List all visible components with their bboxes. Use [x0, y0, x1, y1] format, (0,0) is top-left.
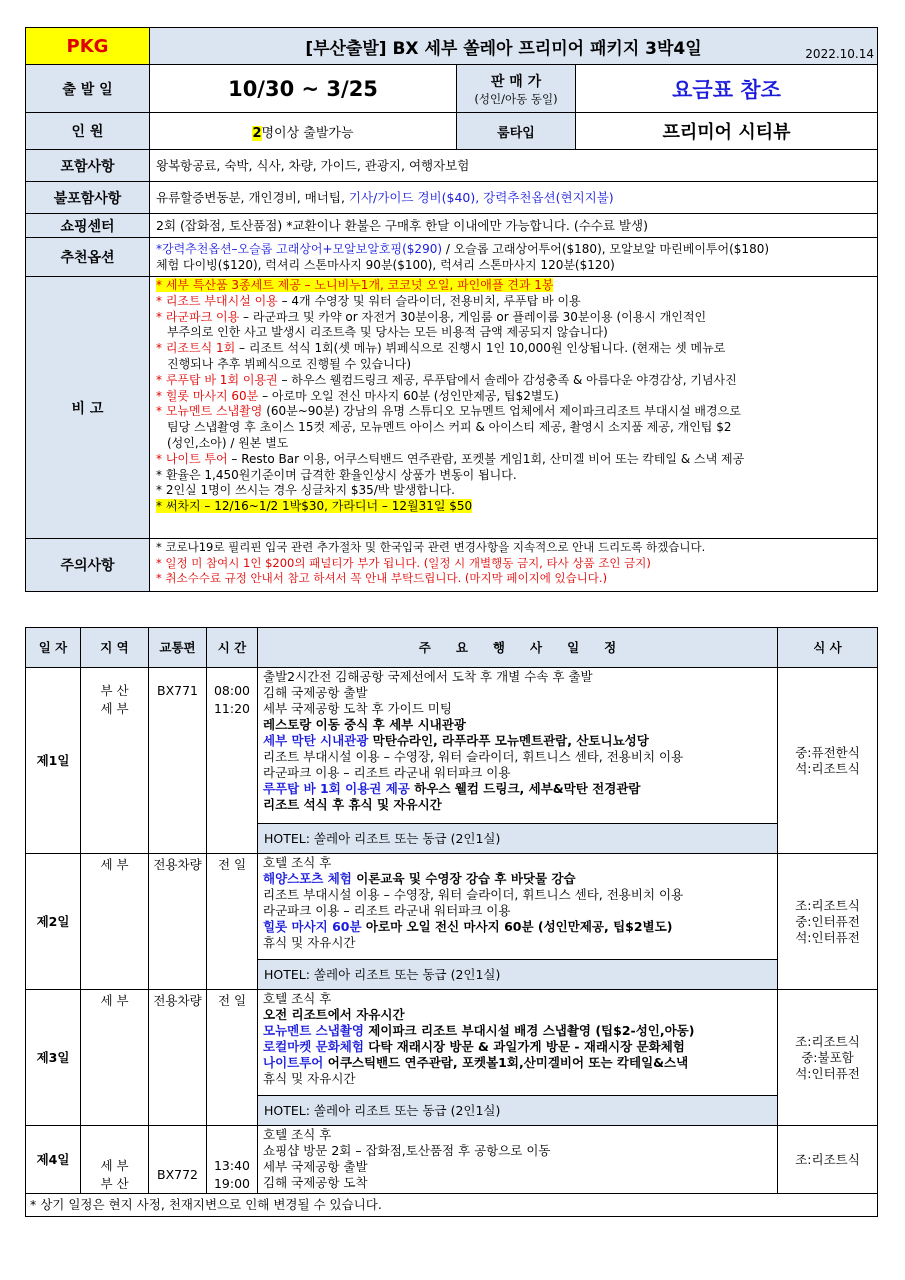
package-info-table: [25, 27, 878, 592]
remark-dinner-title: * 리조트식 1회: [156, 341, 236, 356]
day3-time: 전 일: [207, 990, 258, 1126]
day1-meal: 중:퓨전한식 석:리조트식: [778, 668, 878, 854]
day4-meal: 조:리조트식: [778, 1126, 878, 1194]
col-region: 지 역: [81, 628, 149, 668]
day2-plan: 호텔 조식 후 해양스포츠 체험 이론교육 및 수영장 강습 후 바닷물 강습 리조트 부대시설 이용 – 수영장, 워터 슬라이더, 휘트니스 센타, 전용비치 이용 라군파크 이용 – 리조트 라군내 워터파크 이용 힐롯 마사지 60분 아로마 오일 전신 마사지 60분 (성인만제공, 팁$2별도) 휴식 및 자유시간: [258, 854, 778, 960]
shopping-value: 2회 (잡화점, 토산품점) *교환이나 환불은 구매후 한달 이내에만 가능합니다. (수수료 발생): [150, 214, 878, 238]
day1-region: 부 산 세 부: [81, 668, 149, 854]
shopping-label: 쇼핑센터: [26, 214, 150, 238]
price-value: 요금표 참조: [576, 65, 878, 113]
day4-label: 제4일: [26, 1126, 81, 1194]
caution-cancel: * 취소수수료 규정 안내서 참고 하셔서 꼭 안내 부탁드립니다. (마지막 페이지에 있습니다.): [156, 571, 608, 585]
col-schedule: 주 요 행 사 일 정: [258, 628, 778, 668]
col-day: 일 자: [26, 628, 81, 668]
people-value: 명이상 출발가능: [261, 125, 354, 141]
day3-transport: 전용차량: [149, 990, 207, 1126]
day1-transport: BX771: [149, 668, 207, 854]
people-number: 2: [252, 125, 262, 141]
caution-penalty: * 일정 미 참여시 1인 $200의 패널티가 부가 됩니다. (일정 시 개별행동 금지, 타사 상품 조인 금지): [156, 555, 651, 570]
remark-rooftop: – 하우스 웰컴드링크 제공, 루푸탑에서 솔레아 감성충족 & 아름다운 야경감상, 기념사진: [277, 372, 737, 387]
remark-snap-3: (성인,소아) / 원본 별도: [167, 435, 289, 450]
include-value: 왕복항공료, 숙박, 식사, 차량, 가이드, 관광지, 여행자보험: [150, 150, 878, 182]
price-sub: (성인/아동 동일): [474, 91, 558, 106]
remark-massage: – 아로마 오일 전신 마사지 60분 (성인만제공, 팁$2별도): [258, 388, 559, 403]
exclude-text: 유류할증변동분, 개인경비, 매너팁,: [156, 189, 349, 205]
day2-meal: 조:리조트식 중:인터퓨전 석:인터퓨전: [778, 854, 878, 990]
remark-snap-title: * 모뉴멘트 스냅촬영: [156, 404, 263, 419]
remark-lagoon-title: * 라군파크 이용: [156, 309, 240, 324]
remark-snap-2: 팀당 스냅촬영 후 초이스 15컷 제공, 모뉴멘트 아이스 커피 & 아이스티 제공, 촬영시 소지품 제공, 개인팁 $2: [167, 420, 732, 435]
remark-rooftop-title: * 루푸탑 바 1회 이용권: [156, 372, 278, 387]
caution-covid: * 코로나19로 필리핀 입국 관련 추가절차 및 한국입국 관련 변경사항을 지속적으로 안내 드리도록 하겠습니다.: [156, 540, 706, 554]
option-strong: *강력추천옵션–오슬롭 고래상어+모알보알호핑($290): [156, 242, 443, 256]
remark-gift: * 세부 특산품 3종세트 제공 – 노니비누1개, 코코넛 오일, 파인애플 견과 1봉: [156, 278, 554, 292]
include-label: 포함사항: [26, 150, 150, 182]
day1-time: 08:00 11:20: [207, 668, 258, 854]
exclude-label: 불포함사항: [26, 182, 150, 214]
day2-time: 전 일: [207, 854, 258, 990]
remark-exchange: * 환율은 1,450원기준이며 급격한 환율인상시 상품가 변동이 됩니다.: [156, 467, 517, 482]
caution-body: [150, 539, 878, 592]
day3-meal: 조:리조트식 중:불포함 석:인터퓨전: [778, 990, 878, 1126]
day4-plan: 호텔 조식 후 쇼핑샵 방문 2회 – 잡화점,토산품점 후 공항으로 이동 세부 국제공항 출발 김해 국제공항 도착: [258, 1126, 778, 1194]
remark-facility-title: * 리조트 부대시설 이용: [156, 293, 278, 308]
room-value: 프리미어 시티뷰: [576, 113, 878, 150]
day4-time: 13:40 19:00: [207, 1126, 258, 1194]
remark-night: – Resto Bar 이용, 어쿠스틱밴드 연주관람, 포켓볼 게임1회, 산미겔 비어 또는 칵테일 & 스낵 제공: [227, 451, 745, 466]
day4-region: 세 부 부 산: [81, 1126, 149, 1194]
remark-night-title: * 나이트 투어: [156, 451, 228, 466]
price-label-cell: [457, 65, 576, 113]
remark-lagoon-2: 부주의로 인한 사고 발생시 리조트측 및 당사는 모든 비용적 금액 제공되지 않습니다): [167, 325, 608, 340]
schedule-footnote: * 상기 일정은 현지 사정, 천재지변으로 인해 변경될 수 있습니다.: [26, 1194, 878, 1217]
day3-region: 세 부: [81, 990, 149, 1126]
remark-surcharge: * 써차지 – 12/16~1/2 1박$30, 가라디너 – 12월31일 $50: [156, 499, 473, 514]
day3-hotel: HOTEL: 쏠레아 리조트 또는 동급 (2인1실): [258, 1096, 778, 1126]
remark-massage-title: * 힐롯 마사지 60분: [156, 388, 259, 403]
package-title: [부산출발] BX 세부 쏠레아 프리미어 패키지 3박4일: [305, 38, 702, 59]
remark-dinner: – 리조트 석식 1회(셋 메뉴) 뷔페식으로 진행시 1인 10,000원 인상됩니다. (현재는 셋 메뉴로: [235, 341, 726, 356]
people-value-cell: [150, 113, 457, 150]
remark-single: * 2인실 1명이 쓰시는 경우 싱글차지 $35/박 발생합니다.: [156, 483, 455, 498]
day2-transport: 전용차량: [149, 854, 207, 990]
day2-label: 제2일: [26, 854, 81, 990]
pkg-badge: PKG: [26, 28, 150, 65]
day3-plan: 호텔 조식 후 오전 리조트에서 자유시간 모뉴멘트 스냅촬영 제이파크 리조트 부대시설 배경 스냅촬영 (팁$2-성인,아동) 로컬마켓 문화체험 다탁 재래시장 방문 & 과일가게 방문 - 재래시장 문화체험 나이트투어 어쿠스틱밴드 연주관람, 포켓볼1회,산미겔비어 또는 칵테일&스낵 휴식 및 자유시간: [258, 990, 778, 1096]
room-label: 룸타입: [457, 113, 576, 150]
day2-region: 세 부: [81, 854, 149, 990]
issue-date: 2022.10.14: [805, 47, 875, 61]
col-meal: 식 사: [778, 628, 878, 668]
option-list-2: 체험 다이빙($120), 럭셔리 스톤마사지 90분($100), 럭셔리 스톤마사지 120분($120): [156, 258, 615, 272]
itinerary-table: [25, 627, 878, 1217]
day1-hotel: HOTEL: 쏠레아 리조트 또는 동급 (2인1실): [258, 824, 778, 854]
remarks-body: [150, 277, 878, 539]
caution-label: 주의사항: [26, 539, 150, 592]
option-value: [150, 238, 878, 277]
day1-plan: 출발2시간전 김해공항 국제선에서 도착 후 개별 수속 후 출발 김해 국제공항 출발 세부 국제공항 도착 후 가이드 미팅 레스토랑 이동 중식 후 세부 시내관광 세부 막탄 시내관광 막탄슈라인, 라푸라푸 모뉴멘트관람, 산토니뇨성당 리조트 부대시설 이용 – 수영장, 워터 슬라이더, 휘트니스 센타, 전용비치 이용 라군파크 이용 – 리조트 라군내 워터파크 이용 루푸탑 바 1회 이용권 제공 하우스 웰컴 드링크, 세부&막탄 전경관람 리조트 석식 후 휴식 및 자유시간: [258, 668, 778, 824]
people-label: 인 원: [26, 113, 150, 150]
departure-label: 출 발 일: [26, 65, 150, 113]
option-list: / 오슬롭 고래상어투어($180), 모알보알 마린베이투어($180): [442, 242, 770, 256]
departure-value: 10/30 ~ 3/25: [150, 65, 457, 113]
remarks-label: 비 고: [26, 277, 150, 539]
package-title-cell: [150, 28, 878, 65]
remark-snap: (60분~90분) 강남의 유명 스튜디오 모뉴멘트 업체에서 제이파크리조트 부대시설 배경으로: [262, 404, 741, 419]
col-time: 시 간: [207, 628, 258, 668]
remark-lagoon: – 라군파크 및 카약 or 자전거 30분이용, 게임룸 or 플레이룸 30분이용 (이용시 개인적인: [239, 309, 707, 324]
remark-dinner-2: 진행되나 추후 뷔페식으로 진행될 수 있습니다): [167, 356, 412, 371]
remark-facility: – 4개 수영장 및 워터 슬라이더, 전용비치, 루푸탑 바 이용: [277, 293, 581, 308]
day4-transport: BX772: [149, 1126, 207, 1194]
day3-label: 제3일: [26, 990, 81, 1126]
exclude-highlight: 기사/가이드 경비($40), 강력추천옵션(현지지불): [348, 189, 614, 205]
day1-label: 제1일: [26, 668, 81, 854]
col-transport: 교통편: [149, 628, 207, 668]
price-label: 판 매 가: [490, 73, 542, 90]
exclude-value: [150, 182, 878, 214]
day2-hotel: HOTEL: 쏠레아 리조트 또는 동급 (2인1실): [258, 960, 778, 990]
option-label: 추천옵션: [26, 238, 150, 277]
